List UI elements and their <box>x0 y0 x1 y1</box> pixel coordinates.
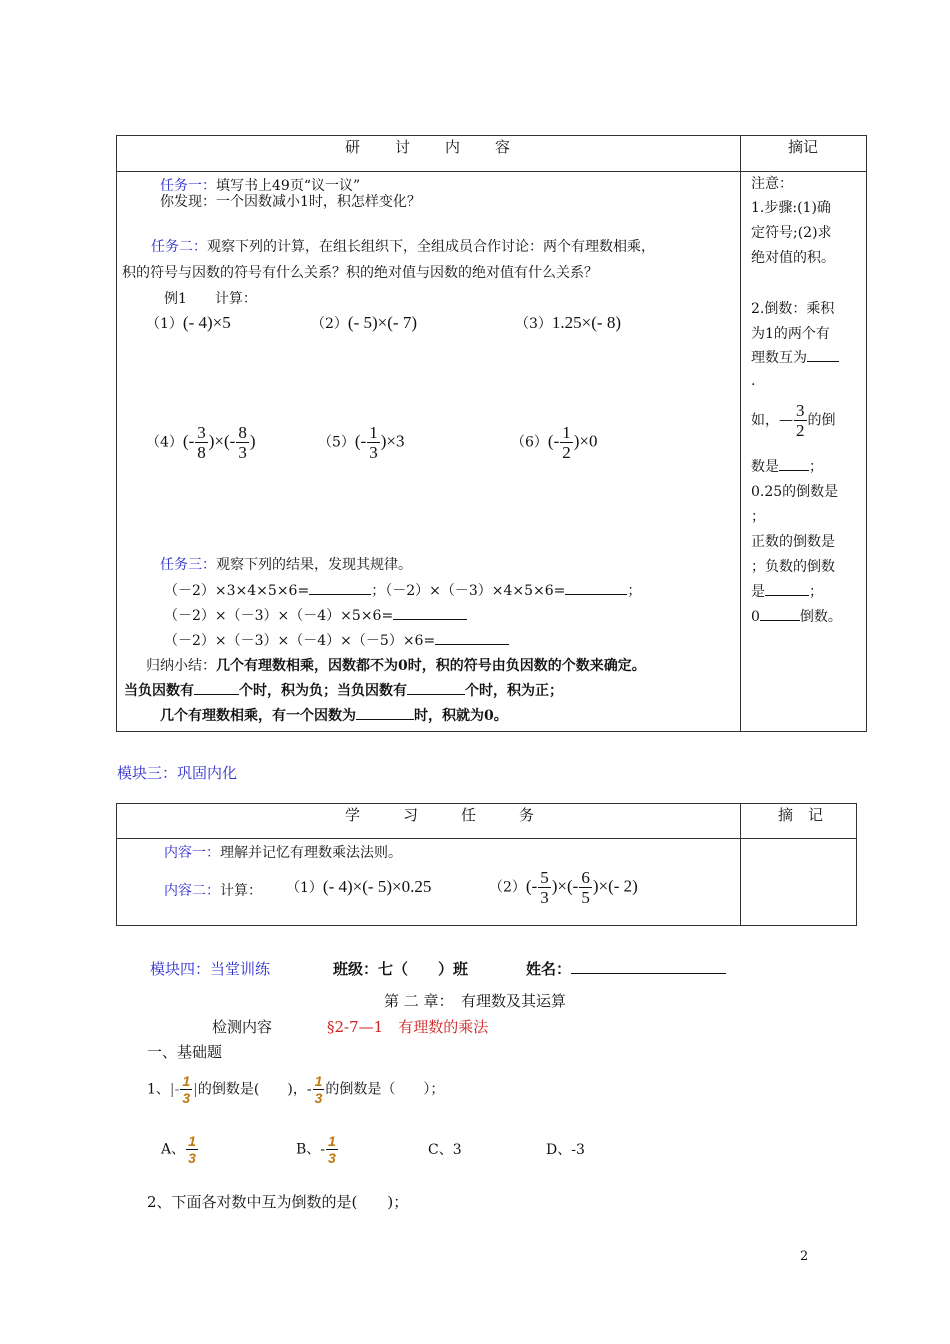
notes-text: 0 <box>751 609 760 625</box>
notes-line <box>751 605 842 630</box>
notes-line: 为1的两个有 <box>751 326 830 342</box>
denominator: 2 <box>562 443 571 462</box>
numerator: 1 <box>328 1133 336 1149</box>
answer-blank[interactable] <box>393 619 467 620</box>
example-4-number: （4） <box>146 434 183 451</box>
denominator: 3 <box>314 1090 323 1106</box>
example-5 <box>318 424 405 461</box>
numerator: 3 <box>197 423 206 442</box>
notes-line: 2.倒数：乘积 <box>751 301 835 317</box>
question-1 <box>147 1074 444 1105</box>
task3-punctuation: ； <box>627 583 642 599</box>
notes-reciprocal-example <box>751 402 836 439</box>
section-title: §2-7—1 有理数的乘法 <box>327 1018 489 1036</box>
page-number: 2 <box>800 1249 809 1264</box>
notes-line <box>751 580 823 605</box>
example-2-expression: (- 5)×(- 7) <box>347 313 417 332</box>
example-4-fraction <box>195 424 208 461</box>
example-3-number: （3） <box>515 316 552 332</box>
denominator: 2 <box>796 421 805 440</box>
task3-row-1 <box>164 580 641 600</box>
example-3-expression: 1.25×(- 8) <box>551 313 621 332</box>
table-divider <box>116 838 857 839</box>
notes-fraction <box>794 402 807 439</box>
task3-title: 任务三： <box>160 557 216 573</box>
content2-label: 计算： <box>220 883 262 899</box>
example-5-fraction <box>367 424 380 461</box>
example-4-part: (- <box>182 431 195 451</box>
notes-text: 数是 <box>751 459 779 475</box>
numerator: 1 <box>188 1133 196 1149</box>
summary-text: 个时，积为负；当负因数有 <box>239 683 407 699</box>
summary-line-2 <box>124 680 563 700</box>
check-label: 检测内容 <box>212 1018 273 1036</box>
task3-expression: （－2）×3×4×5×6= <box>164 583 310 599</box>
abs-right: | <box>193 1081 198 1098</box>
task2-line <box>151 236 655 256</box>
answer-blank[interactable] <box>807 361 839 362</box>
example-1-number: （1） <box>146 316 183 332</box>
example-6-fraction <box>560 424 573 461</box>
content1-line <box>164 842 402 862</box>
example-6-part: (- <box>547 431 560 451</box>
example-2 <box>311 313 417 333</box>
example-2-number: （2） <box>311 316 348 332</box>
option-fraction <box>186 1134 198 1165</box>
summary-rule-sign: 几个有理数相乘，因数都不为0时，积的符号由负因数的个数来确定。 <box>216 658 646 674</box>
example-1 <box>146 313 231 333</box>
example-6-number: （6） <box>511 434 548 451</box>
module4-title: 模块四：当堂训练 <box>150 960 271 978</box>
option-label: B、- <box>296 1141 326 1158</box>
minus-sign: - <box>306 1081 312 1098</box>
notes-text: 倒数。 <box>799 609 842 625</box>
notes-text: ； <box>809 459 823 475</box>
name-field <box>526 958 726 979</box>
question-fraction <box>313 1074 325 1105</box>
name-input[interactable] <box>571 973 726 974</box>
task3-row-3 <box>164 630 509 650</box>
denominator: 3 <box>540 888 549 907</box>
numerator: 6 <box>581 868 590 887</box>
answer-blank[interactable] <box>779 470 809 471</box>
notes-line: 0.25的倒数是 <box>751 484 839 500</box>
example-4-fraction <box>236 424 249 461</box>
problem-part: )×(- 2) <box>592 876 638 896</box>
answer-blank[interactable] <box>407 694 465 695</box>
example-6-part: )×0 <box>573 431 598 451</box>
task2-title: 任务二： <box>151 239 207 255</box>
task1-text: 填写书上49页“议一议” <box>216 178 361 194</box>
example-1-expression: (- 4)×5 <box>182 313 231 332</box>
table2-header-notes: 摘 记 <box>778 806 824 824</box>
summary-text: 当负因数有 <box>124 683 194 699</box>
numerator: 1 <box>562 423 571 442</box>
content2-title: 内容二： <box>164 883 220 899</box>
question-text: 的倒数是（ ）； <box>325 1081 445 1098</box>
denominator: 5 <box>581 888 590 907</box>
example-4-part: ) <box>249 431 256 451</box>
example-4 <box>146 424 256 461</box>
example-3 <box>515 313 621 333</box>
question-fraction <box>180 1074 192 1105</box>
example-5-part: )×3 <box>380 431 405 451</box>
class-label: 班级：七（ ）班 <box>333 960 469 978</box>
option-a[interactable] <box>161 1134 199 1165</box>
question-number: 1、 <box>147 1081 170 1098</box>
option-d[interactable]: D、-3 <box>546 1142 585 1158</box>
task1-title: 任务一： <box>160 178 216 194</box>
notes-line: 定符号;(2)求 <box>751 225 832 241</box>
denominator: 3 <box>328 1150 336 1166</box>
abs-left: |- <box>169 1081 180 1098</box>
summary-text: 个时，积为正； <box>465 683 563 699</box>
denominator: 3 <box>238 443 247 462</box>
table2-header-content: 学 习 任 务 <box>345 806 549 824</box>
denominator: 3 <box>369 443 378 462</box>
task2-text-2: 积的符号与因数的符号有什么关系？积的绝对值与因数的绝对值有什么关系？ <box>122 265 598 281</box>
notes-line: ；负数的倒数 <box>751 559 835 575</box>
content1-text: 理解并记忆有理数乘法法则。 <box>220 845 402 861</box>
minus-sign: — <box>779 412 793 429</box>
task3-expression: ；（－2）×（－3）×4×5×6= <box>371 583 566 599</box>
notes-line: 1.步骤:(1)确 <box>751 200 831 216</box>
table-divider <box>740 803 741 926</box>
question-text: 的倒数是( )， <box>197 1081 307 1098</box>
summary-text: 时，积就为0。 <box>414 708 508 724</box>
task3-row-2 <box>164 605 467 625</box>
summary-line-1 <box>146 655 646 675</box>
task1-question: 你发现：一个因数减小1时，积怎样变化？ <box>160 194 421 210</box>
content2-line <box>164 880 262 900</box>
answer-blank[interactable] <box>565 594 627 595</box>
summary-label: 归纳小结： <box>146 658 216 674</box>
task3-expression: （－2）×（－3）×（－4）×（－5）×6= <box>164 633 436 649</box>
answer-blank[interactable] <box>435 644 509 645</box>
problem-expression: (- 4)×(- 5)×0.25 <box>322 877 432 896</box>
numerator: 1 <box>182 1073 191 1089</box>
task3-line <box>160 554 412 574</box>
answer-blank[interactable] <box>194 694 239 695</box>
content2-problem-2 <box>489 869 638 906</box>
example-5-number: （5） <box>318 434 355 451</box>
problem-fraction <box>579 869 592 906</box>
answer-blank[interactable] <box>765 595 809 596</box>
notes-line: 正数的倒数是 <box>751 534 835 550</box>
example-5-part: (- <box>354 431 367 451</box>
content2-problem-1 <box>286 877 431 897</box>
denominator: 3 <box>188 1150 196 1166</box>
example-label: 例1 计算： <box>164 291 257 307</box>
content1-title: 内容一： <box>164 845 220 861</box>
problem-number: （2） <box>489 879 526 896</box>
numerator: 1 <box>314 1073 323 1089</box>
option-label: A、 <box>161 1141 186 1158</box>
numerator: 5 <box>540 868 549 887</box>
notes-title: 注意： <box>751 176 793 192</box>
table-header-notes: 摘记 <box>788 138 819 156</box>
notes-text: ； <box>809 584 823 600</box>
problem-part: (- <box>525 876 538 896</box>
problem-part: )×(- <box>551 876 579 896</box>
chapter-title: 第 二 章： 有理数及其运算 <box>384 992 567 1010</box>
notes-text: 是 <box>751 584 765 600</box>
example-4-part: )×(- <box>208 431 236 451</box>
task3-expression: （－2）×（－3）×（－4）×5×6= <box>164 608 394 624</box>
notes-line: 绝对值的积。 <box>751 250 835 266</box>
notes-text: 如， <box>751 412 779 429</box>
notes-line <box>751 455 823 480</box>
problem-number: （1） <box>286 880 323 896</box>
numerator: 1 <box>369 423 378 442</box>
notes-line: . <box>751 373 756 389</box>
summary-text: 几个有理数相乘，有一个因数为 <box>160 708 356 724</box>
notes-line <box>751 346 839 371</box>
option-b[interactable] <box>296 1134 339 1165</box>
notes-text: 的倒 <box>807 412 836 429</box>
option-fraction <box>326 1134 338 1165</box>
problem-fraction <box>538 869 551 906</box>
name-label: 姓名： <box>526 960 572 978</box>
example-6 <box>511 424 598 461</box>
answer-blank[interactable] <box>309 594 371 595</box>
answer-blank[interactable] <box>760 620 800 621</box>
summary-line-3 <box>160 705 508 725</box>
task2-text: 观察下列的计算，在组长组织下，全组成员合作讨论：两个有理数相乘， <box>207 239 655 255</box>
notes-line: ； <box>751 509 765 525</box>
task3-text: 观察下列的结果，发现其规律。 <box>216 557 412 573</box>
denominator: 3 <box>182 1090 191 1106</box>
table-divider <box>740 135 741 732</box>
denominator: 8 <box>197 443 206 462</box>
option-c[interactable]: C、3 <box>428 1142 462 1158</box>
notes-text: 理数互为 <box>751 350 807 366</box>
numerator: 8 <box>238 423 247 442</box>
answer-blank[interactable] <box>356 719 414 720</box>
numerator: 3 <box>796 401 805 420</box>
module3-title: 模块三：巩固内化 <box>117 764 238 782</box>
table-header-content: 研 讨 内 容 <box>345 138 521 156</box>
basic-section-title: 一、基础题 <box>147 1043 223 1061</box>
question-2: 2、下面各对数中互为倒数的是( )； <box>147 1193 409 1211</box>
